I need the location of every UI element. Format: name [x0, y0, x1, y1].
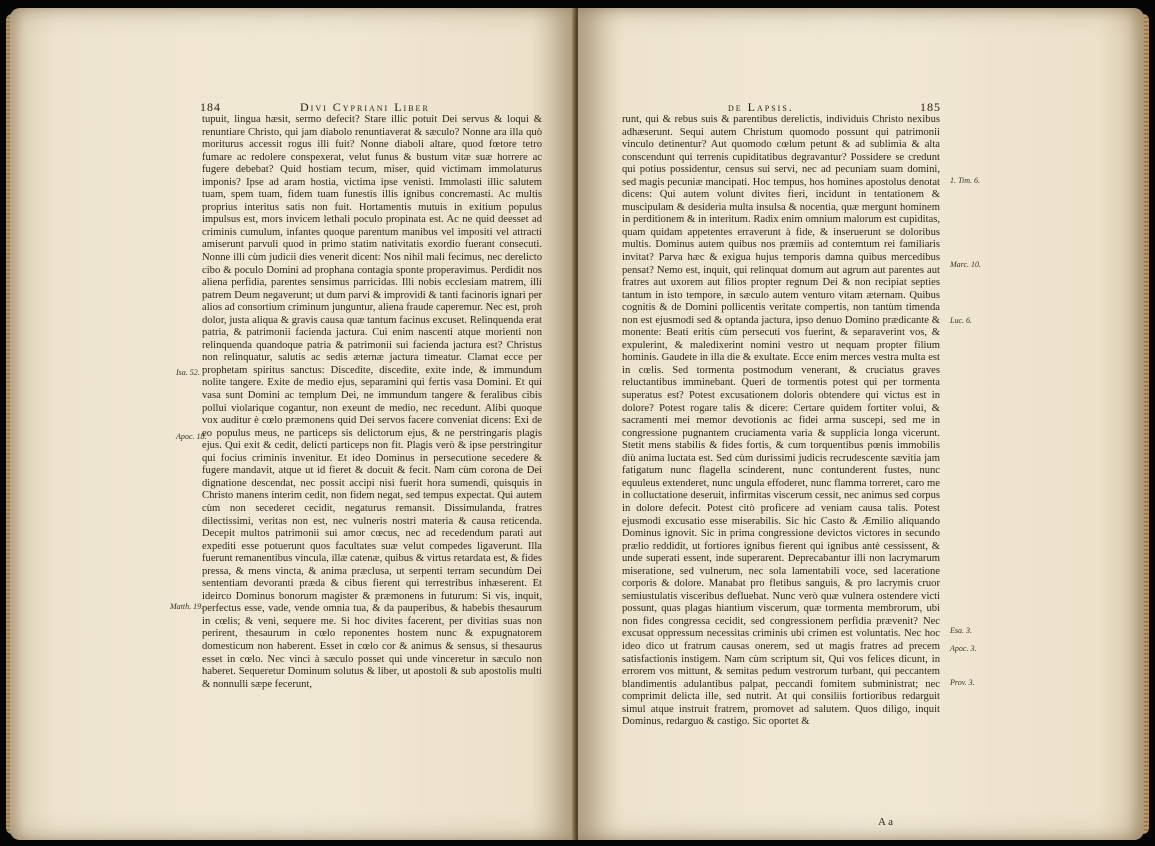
left-page-text	[202, 114, 542, 691]
margin-note-esa: Esa. 3.	[950, 626, 972, 635]
left-page-body: tupuit, lingua hæsit, sermo defecit? Stare illic potuit Dei servus & loqui & renuntiare Christo, qui jam diabolo renuntiaverat & sæculo? Nonne ara illa quò moriturus accessit rogus illi fuit? Nonne diaboli altare, quod fœtore tetro fumare ac redolere conspexerat, velut funus & bustum vitæ suæ horrere ac fugere debebat? Quid hostiam tecum, miser, quid victimam immolaturus imponis? Ipse ad aram hostia, victima ipse venisti. Immolasti illic salutem tuam, spem tuam, fidem tuam funestis illis ignibus concremasti. Ac multis proprius interitus satis non fuit. Hortamentis mutuis in exitium populus impulsus est, mors invicem lethali poculo propinata est. Ac ne quid deesset ad criminis cumulum, infantes quoque parentum manibus vel impositi vel attracti amiserunt parvuli quod in primo statim nativitatis exordio fuerant consecuti. Nonne illi cùm judicii dies venerit dicent: Nos nihil mali fecimus, nec derelicto cibo & poculo Domini ad prophana contagia sponte properavimus. Perdidit nos aliena perfidia, parentes sensimus parricidas. Illi nobis ecclesiam matrem, illi patrem Deum negaverunt; ut dum parvi & improvidi & tanti facinoris ignari per alios ad consortium criminum junguntur, aliena fraude caperemur. Nec est, proh dolor, justa aliqua & gravis causa quæ tantum facinus excuset. Relinquenda erat patria, & patrimonii facienda jactura. Cui enim nascenti atque morienti non relinquenda quandoque patria & patrimonii sui facienda jactura est? Christus non relinquatur, salutis ac sedis æternæ jactura timeatur. Clamat ecce per prophetam spiritus sanctus: Discedite, discedite, exite inde, & immundum nolite tangere. Exite de medio ejus, separamini qui fertis vasa Domini. Et qui vasa sunt Domini ac templum Dei, ne immundum tangere & feralibus cibis pollui violarique cogantur, non exeunt de medio, nec recedunt. Alibi quoque vox auditur è cœlo præmonens quid Dei servos facere conveniat dicens: Exi de eo populus meus, ne particeps sis delictorum ejus, & ne perstringaris plagis ejus. Qui exit & cedit, delicti particeps non fit. Plagis verò & ipse perstringitur qui focius criminis invenitur. Et ideo Dominus in persecutione secedere & fugere mandavit, atque ut id fieret & docuit & fecit. Nam cùm corona de Dei dignatione descendat, nec possit accipi nisi fuerit hora sumendi, quisquis in Christo manens interim cedit, non fidem negat, sed tempus expectat. Qui autem cùm non secederet cecidit, negaturus remansit. Dissimulanda, fratres dilectissimi, veritas non est, nec vulneris nostri materia & causa reticenda. Decepit multos patrimonii sui amor cœcus, nec ad recedendum parati aut expediti esse potuerunt quos facultates suæ velut compedes ligaverunt. Illa fuerunt remanentibus vincula, illæ catenæ, quibus & virtus retardata est, & fides pressa, & mens vincta, & anima præclusa, ut serpenti terram secundùm Dei sententiam devoranti præda & cibus fierent qui terrestribus inhæserent. Et ideirco Dominus bonorum magister & præmonens in futurum: Si vis, inquit, perfectus esse, vade, vende omnia tua, & da pauperibus, & habebis thesaurum in cœlis; & veni, sequere me. Si hoc divites facerent, per divitias suas non perirent, thesaurum in cœlo reponentes hostem nunc & expugnatorem domesticum non haberent. Esset in cœlo cor & animus & sensus, si thesaurus esset in cœlo. Nec vinci à sæculo posset qui unde vinceretur in sæculo non haberet. Sequeretur Dominum solutus & liber, ut apostoli & sub apostolis multi & nonnulli sæpe fecerunt,	[202, 114, 542, 690]
right-page-body: runt, qui & rebus suis & parentibus derelictis, individuis Christo nexibus adhæserunt. Sequi autem Christum quomodo possunt qui patrimonii vinculo detinentur? Aut quomodo cœlum petunt & ad sublimia & alta conscendunt qui terrenis cupiditatibus degravantur? Possidere se credunt qui potius possidentur, census sui servi, nec ad pecuniam suam domini, sed magis pecuniæ mancipati. Hoc tempus, hos homines apostolus denotat dicens: Qui autem volunt divites fieri, incidunt in tentationem & muscipulam & desideria multa insulsa & nocentia, quæ mergunt hominem in perditionem & in interitum. Radix enim omnium malorum est cupiditas, quam quidam appetentes erraverunt à fide, & inseruerunt se doloribus multis. Dominus autem quibus nos præmiis ad contemtum rei familiaris invitat? Parva hæc & exigua hujus temporis damna quibus mercedibus pensat? Nemo est, inquit, qui relinquat domum aut agrum aut parentes aut fratres aut uxorem aut filios propter regnum Dei & non recipiat septies tantum in isto tempore, in sæculo autem venturo vitam æternam. Quibus cognitis & de Domini pollicentis veritate compertis, non tantùm timenda non est ejusmodi sed & optanda jactura, ipso denuo Domino prædicante & monente: Beati eritis cùm persecuti vos fuerint, & separaverint vos, & expulerint, & maledixerint nomini vestro ut nequam propter filium hominis. Gaudete in illa die & exultate. Ecce enim merces vestra multa est in cœlis. Sed tormenta postmodum venerant, & cruciatus graves reluctantibus imminebant. Queri de tormentis potest qui per tormenta superatus est? Potest excusationem doloris obtendere qui victus est in dolore? Potest rogare talis & dicere: Certare quidem fortiter volui, & sacramenti mei memor devotionis ac fidei arma suscepi, sed me in congressione pugnantem cruciamenta varia & supplicia longa vicerunt. Stetit mens stabilis & fides fortis, & cum torquentibus pœnis immobilis diù anima luctata est. Sed cùm durissimi judicis recrudescente sævitia jam fatigatum nunc flagella scinderent, nunc contunderent fustes, nunc equuleus extenderet, nunc ungula effoderet, nunc flamma torreret, caro me in colluctatione deseruit, infirmitas viscerum cessit, nec animus sed corpus in dolore defecit. Potest citò proficere ad veniam causa talis. Potest ejusmodi excusatio esse miserabilis. Sic hic Casto & Æmilio aliquando Dominus ignovit. Sic in prima congressione devictos victores in secundo prælio reddidit, ut fortiores ignibus fierent qui ignibus antè cessissent, & unde superati essent, inde superarent. Deprecabantur illi non lacrymarum miseratione, sed vulnerum, nec sola lamentabili voce, sed laceratione corporis & dolore. Manabat pro fletibus sanguis, & pro lacrymis cruor semiustulatis visceribus defluebat. Nunc verò quæ vulnera ostendere victi possunt, quas plagas hiantium viscerum, quæ tormenta membrorum, ubi non fides congressa cecidit, sed congressionem perfidia prævenit? Nec excusat oppressum necessitas criminis ubi crimen est voluntatis. Nec hoc ideo dico ut fratrum causas onerem, sed ut magis fratres ad precem satisfactionis instigem. Nam cùm scriptum sit, Qui vos felices dicunt, in errorem vos mittunt, & semitas pedum vestrorum turbant, qui peccantem blandimentis adulantibus palpat, peccandi fomitem subministrat; nec comprimit delicta ille, sed nutrit. At qui consiliis fortioribus redarguit simul atque instruit fratrem, promovet ad salutem. Quos diligo, inquit Dominus, redarguo & castigo. Sic oportet &	[622, 114, 940, 728]
page-number-right: 185	[920, 100, 941, 114]
left-page	[10, 8, 576, 840]
margin-note-prov: Prov. 3.	[950, 678, 975, 687]
running-head-left: Divi Cypriani Liber	[300, 100, 430, 114]
margin-note-isa: Isa. 52.	[176, 368, 200, 377]
margin-note-matth: Matth. 19.	[170, 602, 204, 611]
open-book	[6, 8, 1149, 840]
margin-note-apoc: Apoc. 18.	[176, 432, 207, 441]
page-number-left: 184	[200, 100, 221, 114]
margin-note-apoc3: Apoc. 3.	[950, 644, 977, 653]
margin-note-luc: Luc. 6.	[950, 316, 972, 325]
margin-note-marc: Marc. 10.	[950, 260, 982, 269]
right-page-text	[622, 114, 940, 729]
running-head-right: de Lapsis.	[728, 100, 794, 114]
margin-note-tim: 1. Tim. 6.	[950, 176, 981, 185]
right-page	[578, 8, 1144, 840]
signature-mark: A a	[878, 816, 893, 828]
